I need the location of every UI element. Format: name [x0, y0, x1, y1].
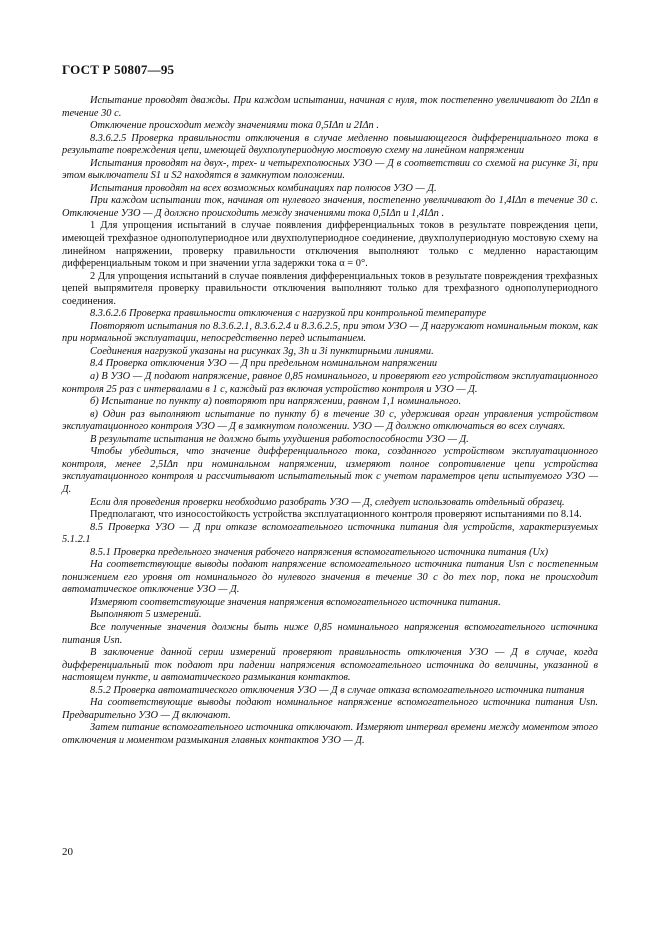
paragraph: 8.3.6.2.5 Проверка правильности отключения в случае медленно повышающегося дифференциального тока в результате повреждения цепи, имеющей двухполупериодную мостовую схему на линейном напряжении — [62, 132, 598, 157]
paragraph: Отключение происходит между значениями тока 0,5IΔn и 2IΔn . — [90, 120, 379, 132]
paragraph: Испытания проводят на всех возможных комбинациях пар полюсов УЗО — Д. — [90, 182, 437, 194]
paragraph: Чтобы убедиться, что значение дифференциального тока, созданного устройством эксплуатационного контроля, менее 2,5IΔn при номинальном напряжении, измеряют полное сопротивление цепи устройства эксплуатационного контроля и рассчитывают испытательный ток с учетом параметров цепи испытуемого УЗО — Д. — [62, 446, 598, 495]
paragraph: Соединения нагрузкой указаны на рисунках 3g, 3h и 3i пунктирными линиями. — [90, 345, 434, 357]
paragraph: Повторяют испытания по 8.3.6.2.1, 8.3.6.2.4 и 8.3.6.2.5, при этом УЗО — Д нагружают номинальным током, как при нормальной эксплуатации, непосредственно перед испытанием. — [62, 320, 598, 345]
list-item: в) Один раз выполняют испытание по пункту б) в течение 30 с, удерживая орган управления устройством эксплуатационного контроля УЗО — Д в замкнутом положении. УЗО — Д должно отключаться во всех случаях. — [62, 408, 598, 433]
paragraph: Если для проведения проверки необходимо разобрать УЗО — Д, следует использовать отдельный образец. — [90, 496, 565, 508]
page-body — [62, 95, 598, 747]
paragraph: Выполняют 5 измерений. — [90, 609, 202, 621]
paragraph: Испытание проводят дважды. При каждом испытании, начиная с нуля, ток постепенно увеличивают до 2IΔn в течение 30 с. — [62, 95, 598, 119]
section-heading: 8.5 Проверка УЗО — Д при отказе вспомогательного источника питания для устройств, характеризуемых 5.1.2.1 — [62, 521, 598, 546]
page-number: 20 — [62, 846, 73, 858]
section-heading: 8.5.2 Проверка автоматического отключения УЗО — Д в случае отказа вспомогательного источника питания — [90, 684, 585, 696]
paragraph: В заключение данной серии измерений проверяют правильность отключения УЗО — Д в случае, когда дифференциальный ток подают при падении напряжения вспомогательного источника до величины, указанной в настоящем пункте, и автоматического размыкания контактов. — [62, 647, 598, 684]
section-heading: 8.3.6.2.6 Проверка правильности отключения с нагрузкой при контрольной температуре — [90, 308, 487, 320]
list-item: а) В УЗО — Д подают напряжение, равное 0,85 номинального, и проверяют его устройством эксплуатационного контроля 25 раз с интервалами в 1 с, каждый раз включая устройство контроля и УЗО — Д. — [62, 371, 598, 395]
section-heading: 8.5.1 Проверка предельного значения рабочего напряжения вспомогательного источника питания (Ux) — [90, 546, 549, 558]
paragraph: Измеряют соответствующие значения напряжения вспомогательного источника питания. — [90, 596, 501, 608]
paragraph: Предполагают, что износостойкость устройства эксплуатационного контроля проверяют испытаниями по 8.14. — [90, 509, 582, 521]
paragraph: На соответствующие выводы подают напряжение вспомогательного источника питания Usn с постепенным понижением его уровня от номинального до нулевого значения в течение 30 с до тех пор, пока не происходит автоматическое отключение УЗО — Д. — [62, 559, 598, 596]
paragraph: Все полученные значения должны быть ниже 0,85 номинального напряжения вспомогательного источника питания Usn. — [62, 621, 598, 646]
page-header: ГОСТ Р 50807—95 — [62, 62, 175, 77]
paragraph: При каждом испытании ток, начиная от нулевого значения, постепенно увеличивают до 1,4IΔn в течение 30 с. Отключение УЗО — Д должно происходить между значениями тока 0,5IΔn и 1,4IΔn . — [62, 195, 598, 219]
paragraph: На соответствующие выводы подают номинальное напряжение вспомогательного источника питания Usn. Предварительно УЗО — Д включают. — [62, 697, 598, 721]
paragraph: Затем питание вспомогательного источника отключают. Измеряют интервал времени между моментом этого отключения и моментом размыкания главных контактов УЗО — Д. — [62, 722, 598, 746]
list-item: б) Испытание по пункту а) повторяют при напряжении, равном 1,1 номинального. — [90, 396, 462, 408]
note-2: 2 Для упрощения испытаний в случае появления дифференциальных токов в результате повреждения трехфазных цепей выпрямителя проверку правильности отключения выполняют только для трехфазного однополупериодного соединения. — [62, 270, 598, 307]
section-heading: 8.4 Проверка отключения УЗО — Д при предельном номинальном напряжении — [90, 358, 438, 370]
paragraph: В результате испытания не должно быть ухудшения работоспособности УЗО — Д. — [90, 433, 469, 445]
note-1: 1 Для упрощения испытаний в случае появления дифференциальных токов в результате повреждения цепи, имеющей трехфазное однополупериодное или двухполупериодное соединение, двухполупериодную мостовую схему на линейном напряжении, проверку правильности отключения выполняют только с медленно нарастающим дифференциальным током и при значении угла задержки тока α = 0°. — [62, 220, 598, 270]
paragraph: Испытания проводят на двух-, трех- и четырехполюсных УЗО — Д в соответствии со схемой на рисунке 3i, при этом выключатели S1 и S2 находятся в замкнутом положении. — [62, 157, 598, 182]
